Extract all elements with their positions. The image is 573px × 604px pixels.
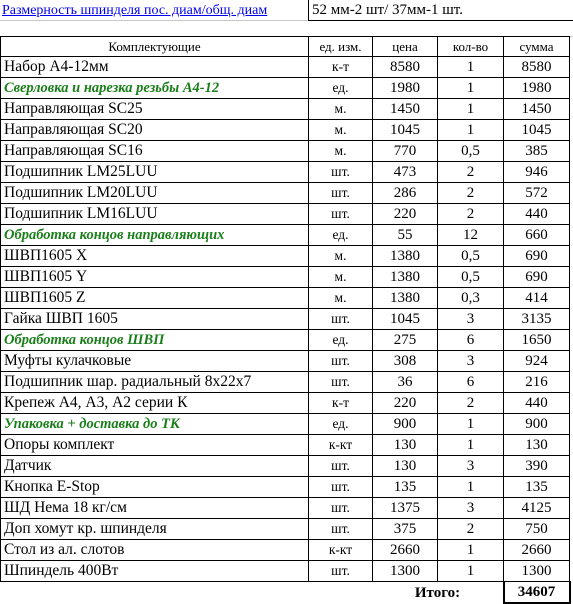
cell-price: 2660 [373,540,438,561]
cell-component-name: Кнопка E-Stop [1,477,309,498]
cell-price: 900 [373,414,438,435]
cell-price: 220 [373,204,438,225]
total-value: 34607 [504,582,570,604]
table-row [1,78,570,99]
column-header-sum: сумма [504,37,570,57]
cell-component-name: Упаковка + доставка до ТК [1,414,309,435]
cell-quantity: 0,5 [438,267,504,288]
cell-unit: к-кт [309,540,373,561]
column-header-price: цена [373,37,438,57]
cell-sum: 1450 [504,99,570,120]
header-bar [0,0,573,21]
table-row [1,120,570,141]
cell-component-name: ШВП1605 Z [1,288,309,309]
table-row [1,162,570,183]
table-row [1,414,570,435]
table-row [1,393,570,414]
cell-sum: 135 [504,477,570,498]
table-row [1,309,570,330]
empty-row [0,21,573,37]
cell-unit: м. [309,246,373,267]
cell-unit: шт. [309,498,373,519]
cell-quantity: 3 [438,351,504,372]
cell-component-name: Стол из ал. слотов [1,540,309,561]
cell-price: 1380 [373,288,438,309]
cell-sum: 946 [504,162,570,183]
cell-quantity: 2 [438,162,504,183]
cell-sum: 1650 [504,330,570,351]
cell-unit: м. [309,141,373,162]
cell-quantity: 1 [438,57,504,78]
cell-sum: 4125 [504,498,570,519]
cell-unit: м. [309,267,373,288]
table-row [1,246,570,267]
cell-sum: 900 [504,414,570,435]
cell-price: 286 [373,183,438,204]
cell-quantity: 1 [438,561,504,582]
cell-price: 36 [373,372,438,393]
cell-unit: м. [309,288,373,309]
cell-unit: шт. [309,561,373,582]
cell-sum: 130 [504,435,570,456]
total-row [1,582,570,604]
table-row [1,99,570,120]
cell-unit: ед. [309,78,373,99]
cell-quantity: 0,3 [438,288,504,309]
cell-component-name: Сверловка и нарезка резьбы А4-12 [1,78,309,99]
cell-component-name: Подшипник LM16LUU [1,204,309,225]
cell-unit: шт. [309,456,373,477]
cell-price: 1450 [373,99,438,120]
table-row [1,372,570,393]
cell-unit: шт. [309,519,373,540]
cell-unit: шт. [309,162,373,183]
cell-price: 220 [373,393,438,414]
cell-price: 770 [373,141,438,162]
cell-component-name: Направляющая SC16 [1,141,309,162]
cell-quantity: 1 [438,477,504,498]
cell-sum: 440 [504,393,570,414]
table-row [1,498,570,519]
cell-component-name: Набор А4-12мм [1,57,309,78]
table-row [1,57,570,78]
table-row [1,561,570,582]
cell-sum: 390 [504,456,570,477]
cell-component-name: Направляющая SC20 [1,120,309,141]
components-table [0,36,571,604]
cell-price: 8580 [373,57,438,78]
column-header-components: Комплектующие [1,37,309,57]
cell-component-name: Обработка концов ШВП [1,330,309,351]
total-spacer [1,582,309,604]
table-row [1,477,570,498]
spindle-dimension-value: 52 мм-2 шт/ 37мм-1 шт. [312,2,463,18]
table-header-row [1,37,570,57]
cell-sum: 572 [504,183,570,204]
cell-unit: шт. [309,183,373,204]
cell-unit: к-т [309,393,373,414]
cell-quantity: 1 [438,120,504,141]
cell-component-name: Гайка ШВП 1605 [1,309,309,330]
cell-quantity: 1 [438,78,504,99]
cell-quantity: 3 [438,498,504,519]
cell-component-name: Крепеж А4, А3, А2 серии К [1,393,309,414]
table-row [1,267,570,288]
cell-quantity: 1 [438,435,504,456]
table-row [1,288,570,309]
cell-price: 1045 [373,120,438,141]
cell-sum: 660 [504,225,570,246]
cell-unit: ед. [309,330,373,351]
cell-unit: к-т [309,57,373,78]
cell-component-name: Шпиндель 400Вт [1,561,309,582]
total-label: Итого: [373,582,504,604]
table-row [1,204,570,225]
cell-unit: м. [309,99,373,120]
total-spacer [309,582,373,604]
cell-quantity: 1 [438,540,504,561]
cell-price: 130 [373,456,438,477]
cell-sum: 690 [504,246,570,267]
cell-quantity: 2 [438,204,504,225]
cell-sum: 750 [504,519,570,540]
cell-sum: 2660 [504,540,570,561]
table-row [1,540,570,561]
cell-component-name: Направляющая SC25 [1,99,309,120]
cell-quantity: 3 [438,456,504,477]
cell-unit: шт. [309,204,373,225]
cell-price: 55 [373,225,438,246]
cell-component-name: Подшипник LM20LUU [1,183,309,204]
cell-unit: шт. [309,351,373,372]
cell-unit: м. [309,120,373,141]
cell-quantity: 1 [438,99,504,120]
cell-price: 1045 [373,309,438,330]
table-row [1,183,570,204]
cell-price: 1980 [373,78,438,99]
cell-unit: ед. [309,225,373,246]
column-header-qty: кол-во [438,37,504,57]
cell-component-name: Опоры комплект [1,435,309,456]
spindle-dimension-link[interactable]: Размерность шпинделя пос. диам/общ. диам [2,3,268,18]
cell-component-name: Обработка концов направляющих [1,225,309,246]
cell-price: 1380 [373,246,438,267]
cell-component-name: ШД Нема 18 кг/см [1,498,309,519]
cell-price: 130 [373,435,438,456]
cell-quantity: 1 [438,414,504,435]
cell-sum: 1980 [504,78,570,99]
cell-price: 135 [373,477,438,498]
cell-sum: 440 [504,204,570,225]
table-row [1,519,570,540]
cell-sum: 385 [504,141,570,162]
cell-quantity: 2 [438,183,504,204]
cell-unit: шт. [309,372,373,393]
cell-component-name: Доп хомут кр. шпинделя [1,519,309,540]
cell-component-name: ШВП1605 Y [1,267,309,288]
table-row [1,141,570,162]
cell-price: 1300 [373,561,438,582]
cell-price: 1375 [373,498,438,519]
table-row [1,456,570,477]
cell-sum: 1045 [504,120,570,141]
cell-price: 473 [373,162,438,183]
cell-sum: 414 [504,288,570,309]
cell-price: 1380 [373,267,438,288]
column-header-unit: ед. изм. [309,37,373,57]
cell-sum: 216 [504,372,570,393]
cell-price: 375 [373,519,438,540]
cell-component-name: Муфты кулачковые [1,351,309,372]
header-divider [308,0,309,21]
cell-sum: 8580 [504,57,570,78]
cell-quantity: 0,5 [438,141,504,162]
table-row [1,351,570,372]
cell-sum: 690 [504,267,570,288]
cell-quantity: 3 [438,309,504,330]
cell-price: 275 [373,330,438,351]
cell-quantity: 2 [438,393,504,414]
cell-unit: к-кт [309,435,373,456]
cell-component-name: ШВП1605 X [1,246,309,267]
cell-unit: ед. [309,414,373,435]
table-row [1,330,570,351]
cell-sum: 924 [504,351,570,372]
cell-quantity: 2 [438,519,504,540]
cell-sum: 3135 [504,309,570,330]
cell-quantity: 6 [438,330,504,351]
cell-component-name: Датчик [1,456,309,477]
cell-quantity: 6 [438,372,504,393]
cell-quantity: 0,5 [438,246,504,267]
cell-unit: шт. [309,309,373,330]
cell-unit: шт. [309,477,373,498]
cell-sum: 1300 [504,561,570,582]
cell-component-name: Подшипник шар. радиальный 8х22х7 [1,372,309,393]
table-row [1,225,570,246]
cell-quantity: 12 [438,225,504,246]
table-row [1,435,570,456]
cell-component-name: Подшипник LM25LUU [1,162,309,183]
cell-price: 308 [373,351,438,372]
